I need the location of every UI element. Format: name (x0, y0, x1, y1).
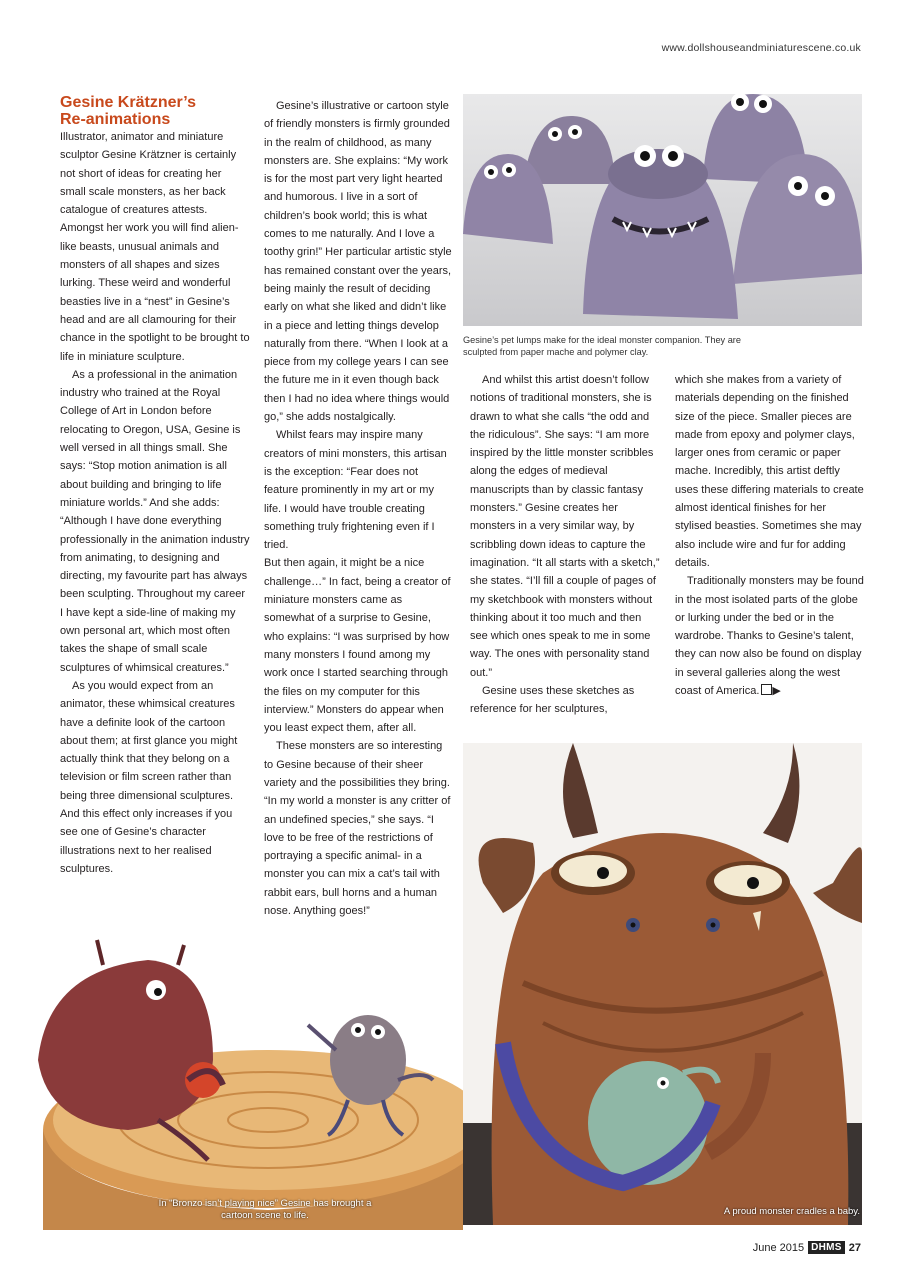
photo-purple-monsters (463, 94, 862, 326)
photo-bronzo-scene (38, 930, 463, 1230)
paragraph: These monsters are so interesting to Gesine because of their sheer variety and the possibilities they bring. “In my world a monster is any critter of an undefined species,” she says. “I love to be free of the restrictions of portraying a specific animal- in a monster you can mix a cat’s tail with rabbit ears, bull horns and a human nose. Anything goes!” (264, 740, 451, 918)
header-url: www.dollshouseandminiaturescene.co.uk (661, 42, 861, 54)
end-mark-icon (761, 684, 772, 695)
paragraph: Traditionally monsters may be found in the most isolated parts of the globe or lurking under the bed or in the wardrobe. Thanks to Gesine’s talent, they can now also be found on display in several galleries along the west coast of America. ▶ (675, 575, 864, 698)
paragraph: Gesine uses these sketches as reference for her sculptures, (470, 685, 635, 716)
article-title: Gesine Krätzner’s Re-animations (60, 94, 197, 128)
article-column-3 (470, 371, 662, 719)
paragraph: But then again, it might be a nice challenge…” In fact, being a creator of miniature monsters came as somewhat of a surprise to Gesine, who explains: “I was surprised by how many monsters I found among my work once I started searching through the files on my computer for this interview.” Monsters do appear when you least expect them, after all. (264, 557, 451, 735)
paragraph: which she makes from a variety of materials depending on the finished size of the piece. Smaller pieces are made from epoxy and polymer clays, larger ones from ceramic or paper mache. Incredibly, this artist deftly uses these differing materials to create almost identical finishes for her stylised beasties. Sometimes she may also include wire and fur for adding details. (675, 374, 864, 569)
paragraph: And whilst this artist doesn’t follow notions of traditional monsters, she is drawn to what she calls “the odd and the ridiculous”. She says: “I am more inspired by the little monster scribbles along the edges of medieval manuscripts than by classic fantasy monsters.” Gesine creates her monsters in a very similar way, by scribbling down ideas to capture the imagination. “It all starts with a sketch,” she states. “I’ll fill a couple of pages of my sketchbook with monsters without thinking about it too much and then see which ones speak to me in some way. The ones with personality stand out.” (470, 374, 660, 679)
paragraph: Illustrator, animator and miniature sculptor Gesine Krätzner is certainly not short of ideas for creating her small scale monsters, as her back catalogue of creatures attests. Amongst her work you will find alien-like beasts, unusual animals and monsters of all shapes and sizes lurking. These weird and wonderful beasties live in a “nest” in Gesine’s head and are all clamouring for their chance in the spotlight to be brought to life in miniature sculpture. (60, 131, 250, 363)
article-column-1 (60, 94, 250, 878)
caption-top: Gesine’s pet lumps make for the ideal monster companion. They are sculpted from paper mache and polymer clay. (463, 335, 741, 357)
paragraph: Whilst fears may inspire many creators of mini monsters, this artisan is the exception: “Fear does not feature prominently in my art or my life. I would have trouble creating something truly frightening even if I tried. (264, 429, 447, 552)
page-footer (753, 1241, 861, 1254)
photo-proud-monster (463, 743, 862, 1225)
magazine-logo: DHMS (808, 1241, 845, 1254)
page-number: 27 (848, 1241, 861, 1254)
article-column-2 (264, 97, 454, 920)
caption-bottom-right: A proud monster cradles a baby. (723, 1206, 860, 1217)
caption-bottom-left: In “Bronzo isn’t playing nice” Gesine has brought a cartoon scene to life. (158, 1198, 372, 1221)
paragraph: Gesine’s illustrative or cartoon style of friendly monsters is firmly grounded in the realm of childhood, as many monsters are. She explains: “My work is for the most part very light hearted and humorous. I live in a sort of children’s book world; this is what comes to me naturally. And I love a toothy grin!” Her particular artistic style has remained constant over the years, being mainly the result of deciding early on what she liked and didn’t like in a piece and letting things develop naturally from there. “When I look at a piece from my college years I can see the future me in it even though back then I had no idea where things would go,” she adds nostalgically. (264, 100, 452, 424)
issue-date: June 2015 (752, 1241, 805, 1254)
paragraph: As you would expect from an animator, these whimsical creatures have a definite look of the cartoon about them; at first glance you might actually think that they belong on a television or film screen rather than being three dimensional sculptures. And this effect only increases if you see one of Gesine’s character illustrations next to her realised sculptures. (60, 679, 238, 875)
article-column-4 (675, 371, 865, 700)
paragraph: As a professional in the animation industry who trained at the Royal College of Art in London before relocating to Oregon, USA, Gesine is well versed in all things small. She says: “Stop motion animation is all about building and bringing to life miniature worlds.” And she adds: “Although I have done everything professionally in the animation industry from animating, to designing and directing, my favourite part has always been sculpting. Throughout my career I have kept a side-line of making my own personal art, which most often takes the shape of small scale sculptures of whimsical creatures.” (60, 368, 250, 674)
